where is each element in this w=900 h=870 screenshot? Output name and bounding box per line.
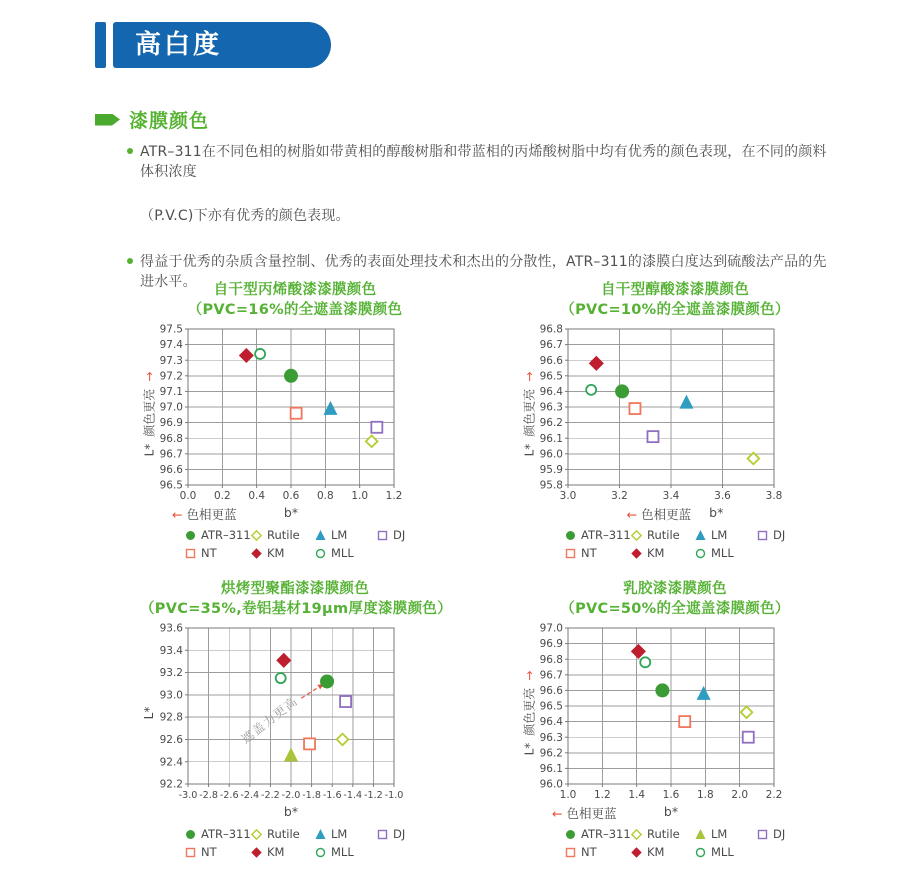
x-tick-label: -1.8 [302, 790, 321, 802]
y-tick-label: 97.1 [159, 386, 183, 399]
legend-marker-circle-icon [314, 846, 327, 859]
legend-marker-triangle-icon [314, 529, 327, 542]
legend-item-dj [756, 528, 830, 542]
x-tick-label: -2.8 [199, 790, 218, 802]
y-tick-label: 97.0 [159, 401, 183, 414]
arrow-right-icon [95, 114, 120, 126]
legend-item-rutile [250, 827, 314, 841]
x-tick-label: 2.0 [731, 789, 749, 802]
legend-item-nt [564, 845, 630, 859]
charts-grid [140, 281, 830, 859]
x-tick-label: 0.0 [179, 490, 197, 503]
y-axis-hint: 颜色更亮 [522, 388, 537, 437]
legend-marker-triangle-icon [694, 529, 707, 542]
banner-pill [113, 22, 331, 68]
x-tick-label: 3.6 [714, 490, 731, 503]
y-tick-label: 96.4 [539, 386, 563, 399]
x-tick-label: -2.0 [281, 790, 301, 802]
chart-acrylic [140, 281, 450, 560]
data-point-km [589, 356, 604, 371]
y-tick-label: 92.6 [159, 734, 183, 747]
legend-item-nt [564, 546, 630, 560]
data-point-atr-311 [284, 369, 298, 383]
page-title: 高白度 [135, 30, 223, 60]
x-tick-label: 1.0 [351, 490, 369, 503]
legend-item-km [630, 845, 694, 859]
data-point-rutile [741, 707, 753, 719]
legend-marker-diamond-icon [630, 529, 643, 542]
brighter-arrow-icon: → [522, 371, 536, 382]
data-point-nt [679, 716, 690, 727]
x-tick-label: 1.8 [696, 789, 714, 802]
legend-label: MLL [331, 546, 354, 561]
x-tick-label: 0.6 [282, 490, 300, 503]
x-axis-label: b* [283, 505, 299, 521]
x-tick-label: 1.2 [385, 490, 403, 503]
y-tick-label: 96.6 [539, 354, 563, 367]
x-tick-label: 2.2 [765, 789, 783, 802]
legend-label: LM [711, 528, 728, 543]
y-tick-label: 96.6 [159, 464, 183, 477]
x-tick-label: -2.4 [240, 790, 260, 802]
data-point-lm [679, 395, 693, 409]
chart-legend [520, 528, 830, 560]
x-tick-label: 0.2 [213, 490, 231, 503]
legend-item-dj [376, 528, 450, 542]
y-axis-hint: 颜色更亮 [142, 388, 157, 437]
y-tick-label: 96.0 [539, 448, 563, 461]
y-tick-label: 96.7 [539, 669, 563, 682]
chart-legend [140, 827, 450, 859]
y-tick-label: 97.2 [159, 370, 183, 383]
legend-item-mll [314, 845, 376, 859]
brighter-arrow-icon: → [522, 670, 536, 681]
legend-marker-diamond-icon [250, 828, 263, 841]
legend-label: Rutile [267, 528, 300, 543]
x-tick-label: -1.2 [364, 790, 383, 802]
legend-item-atr-311 [564, 827, 630, 841]
legend-item-atr-311 [564, 528, 630, 542]
legend-marker-square-icon [564, 846, 577, 859]
legend-item-dj [376, 827, 450, 841]
data-point-mll [255, 349, 265, 359]
legend-marker-diamond-icon [250, 547, 263, 560]
scatter-plot [538, 622, 830, 804]
legend-label: KM [267, 845, 285, 860]
legend-label: Rutile [647, 528, 680, 543]
legend-label: LM [331, 528, 348, 543]
x-tick-label: 3.8 [765, 490, 783, 503]
legend-label: NT [201, 546, 217, 561]
x-axis-hint: ← 色相更蓝 [626, 507, 692, 523]
legend-item-mll [694, 546, 756, 560]
bluer-arrow-icon: ← [626, 507, 638, 523]
legend-label: ATR–311 [201, 528, 251, 543]
data-point-dj [340, 696, 351, 707]
data-point-rutile [366, 436, 378, 448]
chart-latex [520, 580, 830, 859]
page-banner [95, 22, 331, 68]
legend-item-lm [314, 528, 376, 542]
data-point-rutile [337, 734, 349, 746]
chart-legend [520, 827, 830, 859]
legend-marker-square-icon [376, 828, 389, 841]
y-axis-symbol: L* [522, 443, 536, 457]
legend-marker-circle-icon [564, 828, 577, 841]
legend-marker-circle-icon [314, 547, 327, 560]
y-tick-label: 96.3 [539, 732, 563, 745]
y-axis-label [520, 323, 538, 505]
legend-label: Rutile [267, 827, 300, 842]
legend-item-km [250, 546, 314, 560]
legend-label: ATR–311 [581, 827, 631, 842]
legend-item-nt [184, 546, 250, 560]
legend-marker-square-icon [376, 529, 389, 542]
y-axis-symbol: L* [142, 706, 156, 720]
data-point-km [276, 653, 291, 668]
legend-label: ATR–311 [201, 827, 251, 842]
y-tick-label: 96.5 [539, 370, 563, 383]
legend-marker-square-icon [564, 547, 577, 560]
y-tick-label: 96.2 [539, 417, 563, 430]
banner-accent-bar [95, 22, 106, 68]
legend-marker-square-icon [184, 547, 197, 560]
legend-label: LM [711, 827, 728, 842]
legend-item-nt [184, 845, 250, 859]
scatter-plot [538, 323, 830, 505]
y-tick-label: 95.8 [539, 479, 563, 492]
chart-alkyd [520, 281, 830, 560]
x-tick-label: -1.4 [343, 790, 363, 802]
chart-subtitle: （PVC=50%的全遮盖漆膜颜色） [560, 600, 790, 617]
legend-marker-circle-icon [694, 547, 707, 560]
x-tick-label: 0.8 [316, 490, 334, 503]
data-point-atr-311 [615, 385, 629, 399]
chart-title: 烘烤型聚酯漆漆膜颜色 [221, 581, 369, 598]
y-tick-label: 96.9 [539, 638, 563, 651]
legend-item-rutile [250, 528, 314, 542]
scatter-plot [158, 622, 450, 804]
data-point-mll [276, 673, 286, 683]
bullet-text: （P.V.C)下亦有优秀的颜色表现。 [140, 207, 350, 224]
bullet-item [127, 142, 837, 226]
legend-label: NT [581, 845, 597, 860]
legend-marker-square-icon [184, 846, 197, 859]
x-tick-label: 3.4 [662, 490, 680, 503]
legend-item-rutile [630, 528, 694, 542]
legend-marker-diamond-icon [630, 547, 643, 560]
y-tick-label: 97.5 [159, 323, 183, 336]
section-title: 漆膜颜色 [129, 110, 210, 132]
legend-label: MLL [711, 845, 734, 860]
y-tick-label: 97.4 [159, 339, 183, 352]
legend-item-km [250, 845, 314, 859]
legend-item-lm [694, 528, 756, 542]
data-point-dj [647, 431, 658, 442]
legend-label: MLL [711, 546, 734, 561]
legend-label: LM [331, 827, 348, 842]
x-tick-label: 3.0 [559, 490, 577, 503]
data-point-nt [629, 403, 640, 414]
legend-marker-diamond-icon [250, 529, 263, 542]
y-axis-label [520, 622, 538, 804]
y-tick-label: 92.2 [159, 778, 183, 791]
x-tick-label: 0.4 [248, 490, 266, 503]
y-tick-label: 96.3 [539, 401, 563, 414]
legend-item-km [630, 546, 694, 560]
y-tick-label: 92.4 [159, 756, 183, 769]
x-tick-label: 1.4 [628, 789, 646, 802]
x-tick-label: 3.2 [611, 490, 628, 503]
y-tick-label: 96.1 [539, 763, 563, 776]
y-tick-label: 96.2 [539, 747, 563, 760]
x-tick-label: -2.6 [219, 790, 239, 802]
legend-marker-triangle-icon [694, 828, 707, 841]
x-axis-label: b* [663, 804, 679, 820]
y-tick-label: 95.9 [539, 464, 563, 477]
x-tick-label: -1.6 [322, 790, 342, 802]
chart-title: 自干型丙烯酸漆漆膜颜色 [213, 282, 377, 298]
data-point-km [239, 348, 254, 363]
x-axis-hint: ← 色相更蓝 [552, 806, 617, 822]
legend-item-atr-311 [184, 528, 250, 542]
annotation-arrow-icon [301, 687, 319, 698]
legend-label: DJ [393, 528, 406, 543]
chart-title: 乳胶漆漆膜颜色 [623, 581, 727, 598]
x-axis-label: b* [283, 804, 299, 820]
legend-item-rutile [630, 827, 694, 841]
legend-item-lm [314, 827, 376, 841]
y-tick-label: 96.8 [539, 323, 563, 336]
y-tick-label: 93.6 [159, 622, 183, 635]
data-point-atr-311 [655, 684, 669, 698]
scatter-plot [158, 323, 450, 505]
chart-subtitle: （PVC=10%的全遮盖漆膜颜色） [560, 301, 790, 318]
legend-marker-diamond-icon [630, 846, 643, 859]
chart-subtitle: （PVC=16%的全遮盖漆膜颜色 [187, 301, 403, 318]
y-axis-hint: 颜色更亮 [522, 687, 537, 736]
data-point-nt [291, 408, 302, 419]
data-point-lm [697, 686, 711, 700]
x-tick-label: 1.6 [662, 789, 680, 802]
legend-label: ATR–311 [581, 528, 631, 543]
y-axis-symbol: L* [522, 742, 536, 756]
y-tick-label: 93.0 [159, 689, 183, 702]
data-point-rutile [748, 453, 760, 465]
legend-marker-circle-icon [184, 529, 197, 542]
legend-marker-triangle-icon [314, 828, 327, 841]
legend-label: Rutile [647, 827, 680, 842]
legend-label: MLL [331, 845, 354, 860]
data-point-nt [304, 739, 315, 750]
legend-label: KM [647, 845, 665, 860]
bluer-arrow-icon: ← [552, 806, 563, 822]
brighter-arrow-icon: → [142, 371, 156, 382]
data-point-dj [743, 732, 754, 743]
legend-marker-circle-icon [184, 828, 197, 841]
legend-label: NT [201, 845, 217, 860]
chart-legend [140, 528, 450, 560]
y-tick-label: 96.7 [539, 339, 563, 352]
bullet-icon [127, 148, 133, 154]
data-point-lm [284, 748, 298, 762]
legend-marker-circle-icon [564, 529, 577, 542]
section-heading [95, 106, 209, 133]
x-axis-hint: ← 色相更蓝 [172, 507, 237, 523]
data-point-mll [640, 658, 650, 668]
data-point-mll [586, 385, 596, 395]
x-tick-label: 1.0 [559, 789, 577, 802]
y-axis-label [140, 622, 158, 804]
y-tick-label: 96.8 [159, 432, 183, 445]
y-tick-label: 96.5 [539, 700, 563, 713]
legend-marker-diamond-icon [630, 828, 643, 841]
chart-polyester [140, 580, 453, 860]
y-tick-label: 97.0 [539, 622, 563, 635]
y-tick-label: 96.0 [539, 778, 563, 791]
y-tick-label: 96.9 [159, 417, 183, 430]
legend-item-atr-311 [184, 827, 250, 841]
x-axis-label: b* [709, 505, 724, 521]
y-tick-label: 93.4 [159, 645, 183, 658]
y-tick-label: 92.8 [159, 711, 183, 724]
legend-marker-square-icon [756, 828, 769, 841]
chart-subtitle: （PVC=35%,卷铝基材19μm厚度漆膜颜色） [140, 600, 453, 617]
y-tick-label: 96.8 [539, 654, 563, 667]
bullet-text: ATR–311在不同色相的树脂如带黄相的醇酸树脂和带蓝相的丙烯酸树脂中均有优秀的颜色表现，在不同的颜料体积浓度 [140, 144, 827, 181]
y-tick-label: 96.5 [159, 479, 183, 492]
y-tick-label: 96.6 [539, 685, 563, 698]
y-tick-label: 97.3 [159, 354, 183, 367]
legend-item-dj [756, 827, 830, 841]
legend-label: NT [581, 546, 597, 561]
y-axis-symbol: L* [142, 443, 156, 457]
bullet-icon [127, 258, 133, 264]
legend-marker-circle-icon [694, 846, 707, 859]
y-tick-label: 96.4 [539, 716, 563, 729]
data-point-dj [371, 422, 382, 433]
annotation-hiding-power: 遮盖力更高 [238, 693, 301, 747]
data-point-atr-311 [320, 675, 334, 689]
x-tick-label: -1.0 [384, 790, 404, 802]
legend-marker-square-icon [756, 529, 769, 542]
legend-label: KM [647, 546, 665, 561]
bullet-text: 得益于优秀的杂质含量控制、优秀的表面处理技术和杰出的分散性，ATR–311的漆膜白度达到硫酸法产品的先进水平。 [140, 253, 827, 291]
y-tick-label: 96.1 [539, 432, 563, 445]
legend-label: KM [267, 546, 285, 561]
chart-title: 自干型醇酸漆漆膜颜色 [601, 282, 749, 298]
y-tick-label: 93.2 [159, 667, 183, 680]
x-tick-label: 1.2 [593, 789, 611, 802]
legend-marker-diamond-icon [250, 846, 263, 859]
bluer-arrow-icon: ← [172, 507, 183, 523]
legend-label: DJ [393, 827, 406, 842]
legend-item-lm [694, 827, 756, 841]
legend-label: DJ [773, 528, 786, 543]
x-tick-label: -3.0 [178, 790, 198, 802]
x-tick-label: -2.2 [261, 790, 280, 802]
y-axis-label [140, 323, 158, 505]
legend-item-mll [694, 845, 756, 859]
y-tick-label: 96.7 [159, 448, 183, 461]
legend-item-mll [314, 546, 376, 560]
legend-label: DJ [773, 827, 786, 842]
